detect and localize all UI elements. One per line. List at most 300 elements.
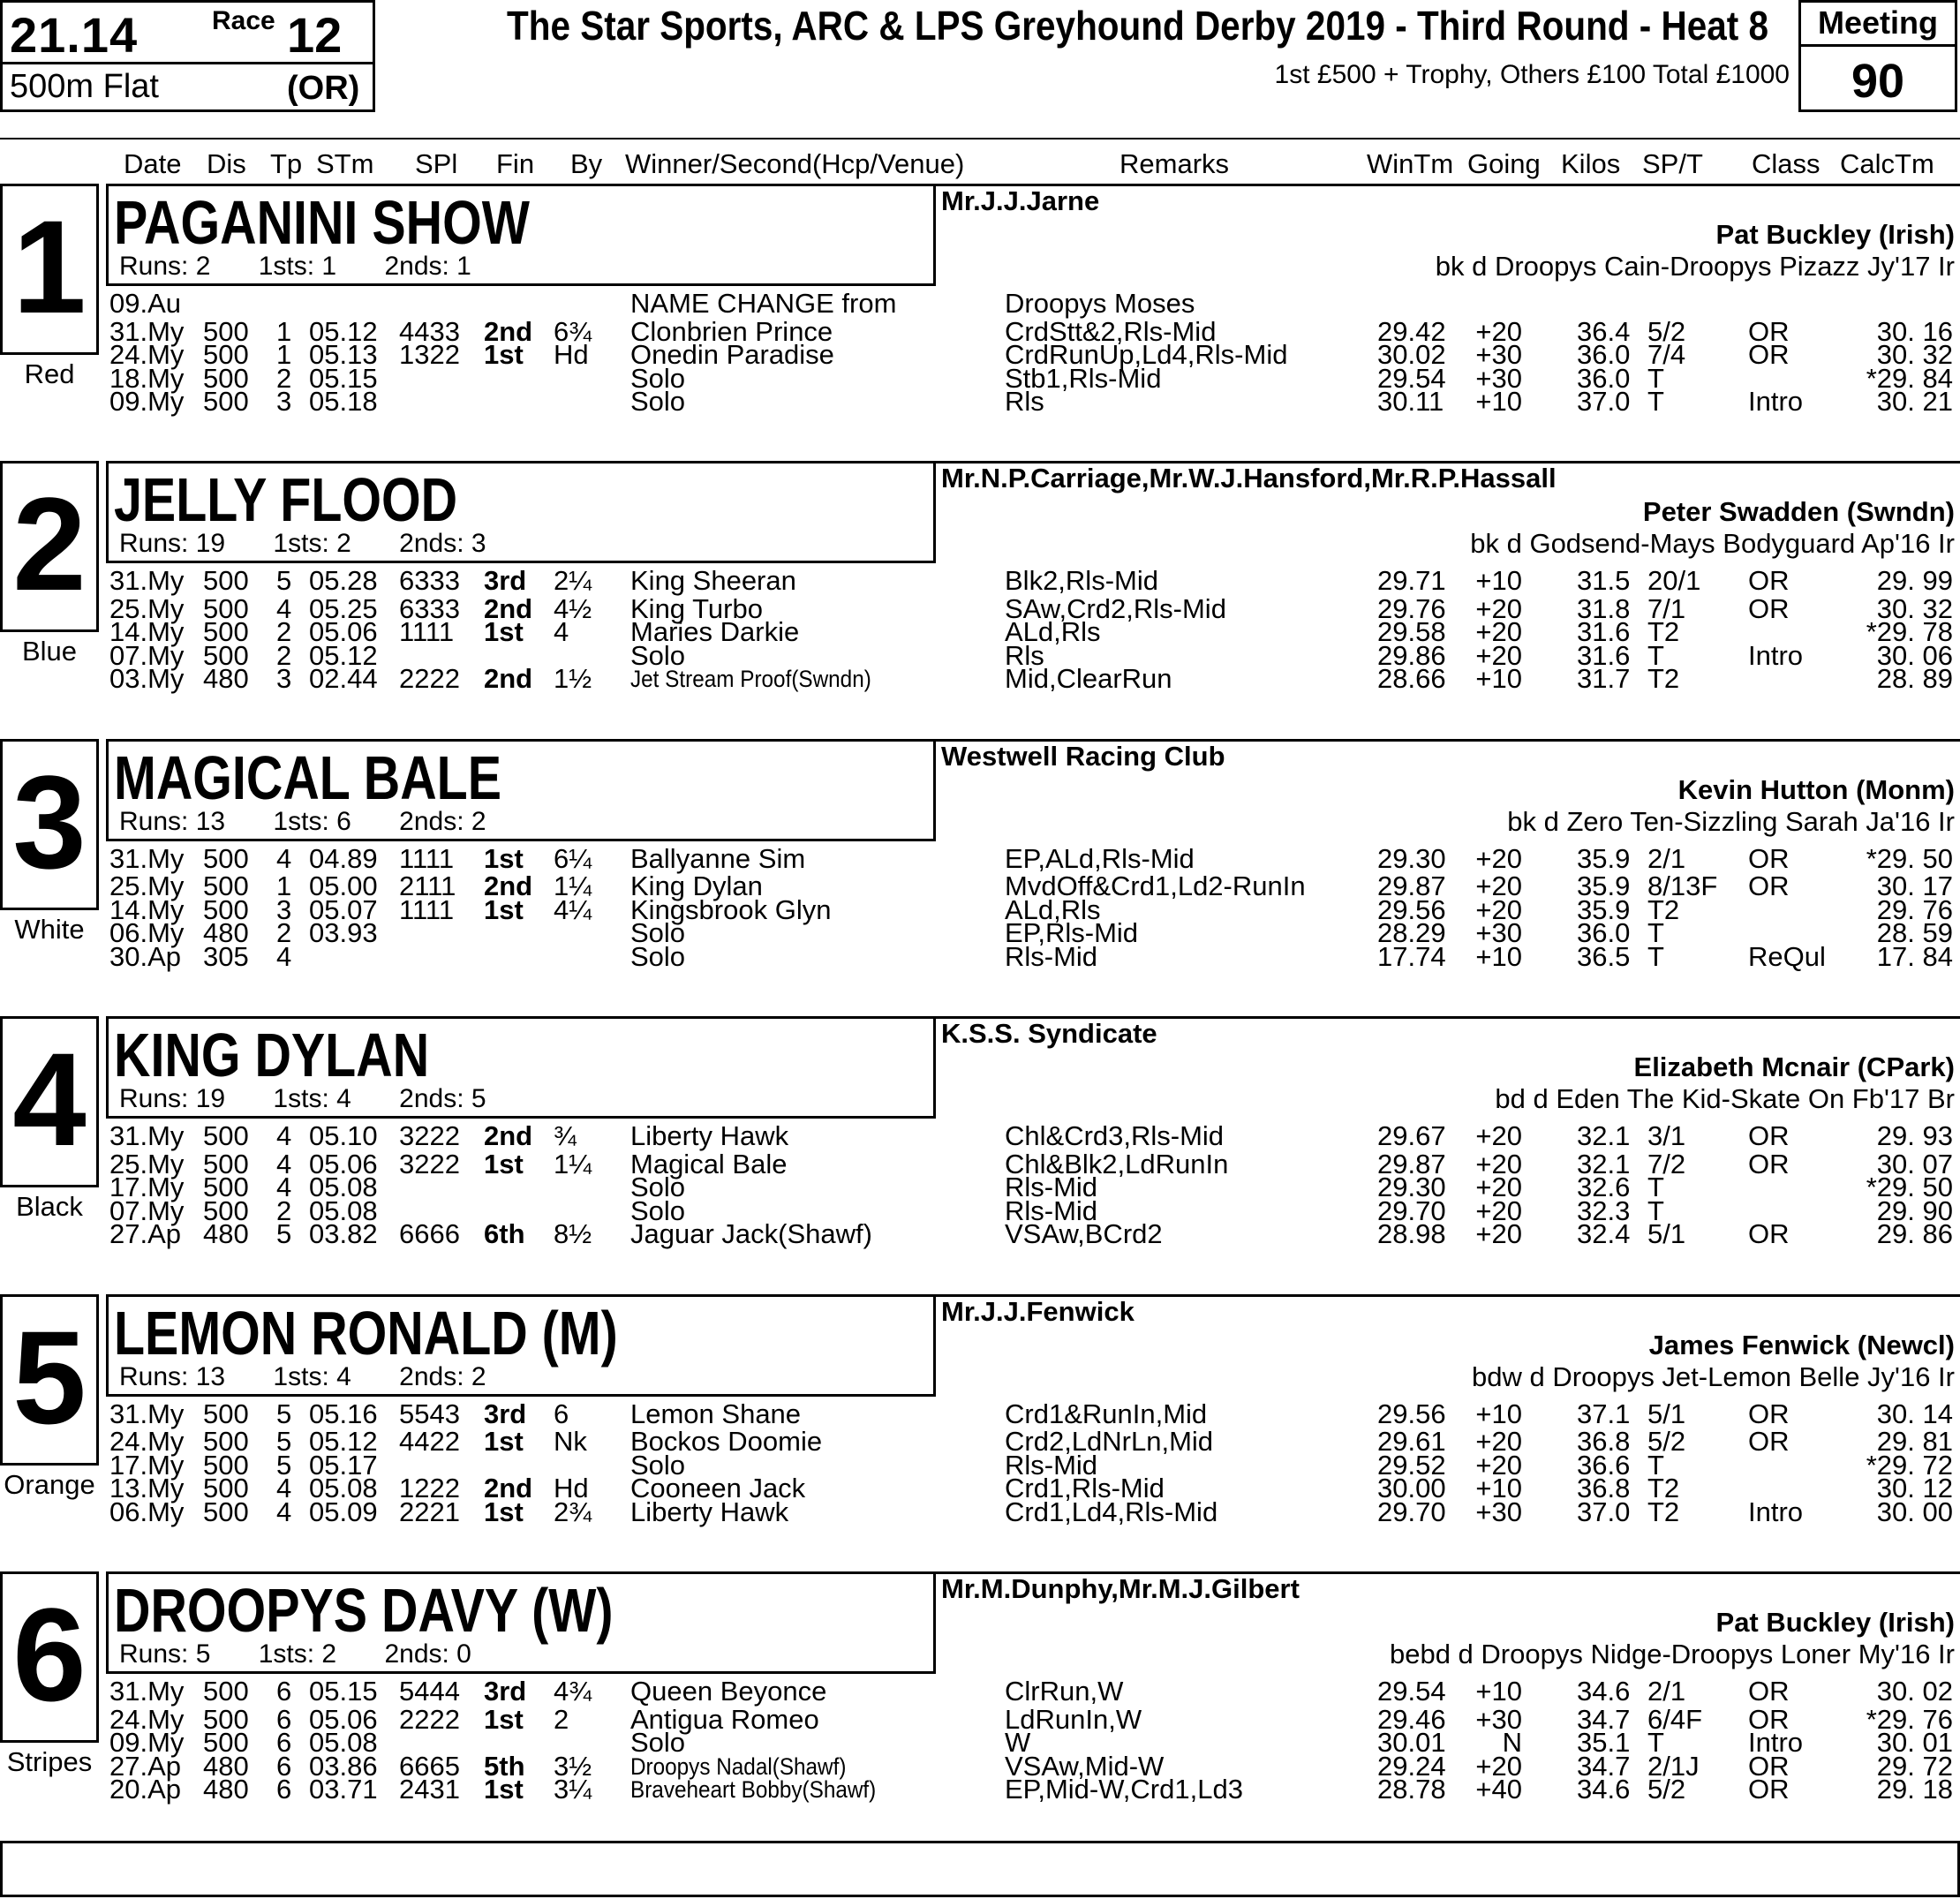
- runner-stats: [119, 529, 527, 559]
- form-grade: Intro: [1748, 1496, 1804, 1527]
- form-distance-beaten: 3½: [554, 1750, 592, 1782]
- form-trap: 6: [276, 1703, 292, 1735]
- wins-count: 1sts: 1: [258, 252, 337, 281]
- form-win-time: 30.02: [1377, 339, 1446, 370]
- form-win-time: 29.56: [1377, 893, 1446, 925]
- form-sectional: 02.44: [309, 663, 378, 695]
- form-winner: Jet Stream Proof(Swndn): [630, 666, 871, 693]
- form-distance: 500: [203, 362, 249, 394]
- form-distance-beaten: 1½: [554, 663, 592, 695]
- col-sp: SP/T: [1642, 148, 1703, 179]
- form-going: +10: [1475, 386, 1522, 417]
- form-calc-time: *29. 78: [1866, 616, 1953, 648]
- form-finish: 1st: [484, 339, 524, 370]
- trap-number: 2: [12, 470, 87, 619]
- form-remarks: CrdStt&2,Rls-Mid: [1005, 315, 1217, 347]
- form-calc-time: 30. 17: [1876, 870, 1953, 902]
- form-split: 1111: [399, 616, 455, 648]
- form-calc-time: 30. 07: [1876, 1148, 1953, 1179]
- runner-stats: [119, 1362, 527, 1392]
- form-date: 27.Ap: [109, 1750, 182, 1782]
- form-win-time: 29.76: [1377, 592, 1446, 624]
- form-remarks: SAw,Crd2,Rls-Mid: [1005, 592, 1226, 624]
- form-remarks: EP,Mid-W,Crd1,Ld3: [1005, 1774, 1243, 1805]
- form-grade: OR: [1748, 1148, 1790, 1179]
- wins-count: 1sts: 4: [273, 1084, 351, 1114]
- form-date: 30.Ap: [109, 940, 182, 972]
- form-going: +30: [1475, 917, 1522, 949]
- form-grade: Intro: [1748, 386, 1804, 417]
- form-split: 2222: [399, 663, 460, 695]
- form-distance: 500: [203, 1473, 249, 1504]
- form-winner: Solo: [630, 1449, 686, 1481]
- form-distance: 500: [203, 842, 249, 874]
- form-grade: Intro: [1748, 639, 1804, 671]
- form-remarks: Crd1,Ld4,Rls-Mid: [1005, 1496, 1218, 1527]
- runner-name: PAGANINI SHOW: [114, 188, 530, 257]
- meeting-number: 90: [1851, 55, 1905, 108]
- form-going: +10: [1475, 663, 1522, 695]
- form-split: 6666: [399, 1218, 460, 1250]
- form-calc-time: 28. 59: [1876, 917, 1953, 949]
- col-spl: SPl: [415, 148, 458, 179]
- form-row: [0, 1496, 1960, 1530]
- form-weight: 37.0: [1577, 1496, 1631, 1527]
- form-distance: 500: [203, 315, 249, 347]
- breeding: bk d Godsend-Mays Bodyguard Ap'16 Ir: [1470, 528, 1955, 560]
- wins-count: 1sts: 4: [273, 1361, 351, 1391]
- form-calc-time: 30. 21: [1876, 386, 1953, 417]
- runner-stats: [119, 1639, 512, 1669]
- form-date: 31.My: [109, 842, 185, 874]
- form-split: 5444: [399, 1676, 460, 1707]
- breeding: bebd d Droopys Nidge-Droopys Loner My'16 Ir: [1389, 1639, 1955, 1669]
- form-winner: Solo: [630, 940, 686, 972]
- form-date: 14.My: [109, 893, 185, 925]
- runner-stats: [119, 252, 512, 282]
- form-remarks: ClrRun,W: [1005, 1676, 1124, 1707]
- form-split: 4422: [399, 1426, 460, 1458]
- form-win-time: 29.87: [1377, 870, 1446, 902]
- form-distance: 500: [203, 1398, 249, 1429]
- form-win-time: 29.30: [1377, 842, 1446, 874]
- form-date: 31.My: [109, 565, 185, 597]
- divider: [1801, 44, 1955, 47]
- form-going: +20: [1475, 1194, 1522, 1226]
- form-starting-price: 5/2: [1647, 1774, 1686, 1805]
- form-winner: Solo: [630, 1727, 686, 1758]
- form-winner: Liberty Hawk: [630, 1496, 789, 1527]
- form-date: 27.Ap: [109, 1218, 182, 1250]
- form-weight: 37.1: [1577, 1398, 1631, 1429]
- form-grade: OR: [1748, 1218, 1790, 1250]
- form-finish: 1st: [484, 616, 524, 648]
- form-remarks: Rls: [1005, 386, 1044, 417]
- form-finish: 3rd: [484, 1398, 527, 1429]
- form-date: 31.My: [109, 1676, 185, 1707]
- col-date: Date: [124, 148, 182, 179]
- form-winner: Kingsbrook Glyn: [630, 893, 832, 925]
- form-remarks: Rls-Mid: [1005, 1172, 1098, 1203]
- trainer: James Fenwick (Newcl): [1648, 1329, 1955, 1360]
- col-calctm: CalcTm: [1840, 148, 1934, 179]
- form-weight: 36.8: [1577, 1426, 1631, 1458]
- form-calc-time: 30. 01: [1876, 1727, 1953, 1758]
- form-trap: 4: [276, 1473, 292, 1504]
- form-winner: NAME CHANGE from: [630, 288, 897, 319]
- trap-colour: Stripes: [6, 1746, 93, 1777]
- form-date: 17.My: [109, 1172, 185, 1203]
- trap-colour: Black: [16, 1191, 83, 1223]
- form-distance-beaten: ¾: [554, 1120, 577, 1152]
- form-calc-time: 29. 81: [1876, 1426, 1953, 1458]
- form-date: 09.My: [109, 386, 185, 417]
- owner: K.S.S. Syndicate: [941, 1018, 1157, 1050]
- trainer: Elizabeth Mcnair (CPark): [1633, 1051, 1955, 1083]
- form-split: 1222: [399, 1473, 460, 1504]
- form-winner: Jaguar Jack(Shawf): [630, 1218, 872, 1250]
- form-starting-price: T2: [1647, 663, 1680, 695]
- form-finish: 2nd: [484, 315, 533, 347]
- form-weight: 32.3: [1577, 1194, 1631, 1226]
- form-starting-price: 5/1: [1647, 1218, 1686, 1250]
- form-distance-beaten: 6: [554, 1398, 569, 1429]
- form-remarks: Rls-Mid: [1005, 1449, 1098, 1481]
- form-win-time: 29.71: [1377, 565, 1446, 597]
- form-starting-price: T2: [1647, 893, 1680, 925]
- runs-count: Runs: 5: [119, 1639, 211, 1669]
- form-win-time: 29.58: [1377, 616, 1446, 648]
- form-sectional: 05.12: [309, 315, 378, 347]
- form-win-time: 29.87: [1377, 1148, 1446, 1179]
- form-winner: Braveheart Bobby(Shawf): [630, 1776, 877, 1803]
- form-trap: 4: [276, 1120, 292, 1152]
- runner-name-box: [106, 184, 936, 286]
- form-win-time: 28.66: [1377, 663, 1446, 695]
- form-remarks: MvdOff&Crd1,Ld2-RunIn: [1005, 870, 1306, 902]
- form-split: 1111: [399, 893, 455, 925]
- form-distance: 500: [203, 639, 249, 671]
- form-calc-time: 30. 12: [1876, 1473, 1953, 1504]
- form-going: +10: [1475, 565, 1522, 597]
- form-winner: Solo: [630, 639, 686, 671]
- form-trap: 4: [276, 1496, 292, 1527]
- form-sectional: 05.17: [309, 1449, 378, 1481]
- form-date: 25.My: [109, 1148, 185, 1179]
- trainer: Peter Swadden (Swndn): [1642, 496, 1955, 528]
- form-starting-price: 20/1: [1647, 565, 1701, 597]
- runs-count: Runs: 2: [119, 252, 211, 281]
- form-split: 4433: [399, 315, 460, 347]
- seconds-count: 2nds: 2: [399, 806, 486, 836]
- form-winner: Solo: [630, 386, 686, 417]
- col-winner: Winner/Second(Hcp/Venue): [625, 148, 965, 179]
- runner-block: [0, 1571, 1960, 1849]
- runner-name: KING DYLAN: [114, 1021, 430, 1090]
- form-date: 03.My: [109, 663, 185, 695]
- form-trap: 5: [276, 1449, 292, 1481]
- form-winner: Solo: [630, 1194, 686, 1226]
- seconds-count: 2nds: 1: [384, 252, 471, 281]
- form-row: [0, 1774, 1960, 1807]
- form-weight: 34.6: [1577, 1774, 1631, 1805]
- form-trap: 2: [276, 616, 292, 648]
- form-winner: King Turbo: [630, 592, 763, 624]
- form-finish: 2nd: [484, 592, 533, 624]
- form-remarks: Crd1&RunIn,Mid: [1005, 1398, 1208, 1429]
- form-split: 1111: [399, 842, 455, 874]
- owner: Mr.J.J.Fenwick: [941, 1295, 1135, 1327]
- form-starting-price: T2: [1647, 616, 1680, 648]
- footer-box: [0, 1841, 1960, 1897]
- form-going: +10: [1475, 1473, 1522, 1504]
- form-remarks: Blk2,Rls-Mid: [1005, 565, 1158, 597]
- form-date: 31.My: [109, 1398, 185, 1429]
- form-trap: 2: [276, 362, 292, 394]
- form-calc-time: 29. 99: [1876, 565, 1953, 597]
- form-remarks: ALd,Rls: [1005, 893, 1101, 925]
- runner-stats: [119, 807, 527, 837]
- form-split: 1322: [399, 339, 460, 370]
- form-date: 20.Ap: [109, 1774, 182, 1805]
- form-distance: 500: [203, 386, 249, 417]
- trap-colour: Blue: [21, 636, 78, 667]
- runs-count: Runs: 13: [119, 806, 226, 836]
- col-fin: Fin: [496, 148, 535, 179]
- seconds-count: 2nds: 2: [399, 1361, 486, 1391]
- col-class: Class: [1752, 148, 1821, 179]
- header-rule: [0, 138, 1960, 139]
- form-distance: 480: [203, 663, 249, 695]
- form-calc-time: *29. 84: [1866, 362, 1953, 394]
- form-starting-price: T: [1647, 362, 1664, 394]
- form-weight: 36.0: [1577, 339, 1631, 370]
- form-sectional: 05.16: [309, 1398, 378, 1429]
- form-date: 24.My: [109, 1426, 185, 1458]
- form-win-time: 29.70: [1377, 1194, 1446, 1226]
- runner-name-box: [106, 1294, 936, 1397]
- form-win-time: 29.52: [1377, 1449, 1446, 1481]
- form-distance-beaten: 4½: [554, 592, 592, 624]
- form-finish: 2nd: [484, 663, 533, 695]
- owner: Westwell Racing Club: [941, 740, 1225, 772]
- form-starting-price: 7/1: [1647, 592, 1686, 624]
- trainer: Pat Buckley (Irish): [1715, 1607, 1955, 1638]
- form-finish: 1st: [484, 1148, 524, 1179]
- form-weight: 35.9: [1577, 842, 1631, 874]
- form-distance: 480: [203, 1218, 249, 1250]
- race-time: 21.14: [10, 7, 139, 63]
- form-win-time: 29.54: [1377, 1676, 1446, 1707]
- form-trap: 4: [276, 1148, 292, 1179]
- form-trap: 3: [276, 893, 292, 925]
- form-starting-price: 2/1: [1647, 842, 1686, 874]
- form-finish: 1st: [484, 842, 524, 874]
- form-distance-beaten: 4¾: [554, 1676, 592, 1707]
- form-sectional: 03.82: [309, 1218, 378, 1250]
- form-calc-time: 30. 32: [1876, 592, 1953, 624]
- form-remarks: EP,Rls-Mid: [1005, 917, 1139, 949]
- form-distance: 500: [203, 1727, 249, 1758]
- form-trap: 6: [276, 1676, 292, 1707]
- form-starting-price: T: [1647, 1727, 1664, 1758]
- form-trap: 3: [276, 663, 292, 695]
- form-winner: Liberty Hawk: [630, 1120, 789, 1152]
- form-trap: 2: [276, 1194, 292, 1226]
- form-win-time: 29.54: [1377, 362, 1446, 394]
- form-distance: 500: [203, 893, 249, 925]
- form-weight: 35.9: [1577, 870, 1631, 902]
- form-starting-price: 8/13F: [1647, 870, 1718, 902]
- form-winner: Solo: [630, 1172, 686, 1203]
- form-sectional: 03.93: [309, 917, 378, 949]
- form-sectional: 05.06: [309, 616, 378, 648]
- wins-count: 1sts: 2: [258, 1639, 337, 1669]
- form-win-time: 28.98: [1377, 1218, 1446, 1250]
- form-distance: 500: [203, 1426, 249, 1458]
- breeding: bdw d Droopys Jet-Lemon Belle Jy'16 Ir: [1472, 1360, 1955, 1392]
- runs-count: Runs: 19: [119, 529, 226, 559]
- form-winner: Cooneen Jack: [630, 1473, 806, 1504]
- form-starting-price: 5/2: [1647, 315, 1686, 347]
- form-starting-price: T: [1647, 386, 1664, 417]
- race-number: 12: [287, 7, 343, 63]
- runner-block: [0, 1016, 1960, 1293]
- form-sectional: 05.06: [309, 1148, 378, 1179]
- form-calc-time: 17. 84: [1876, 940, 1953, 972]
- form-sectional: 05.10: [309, 1120, 378, 1152]
- form-winner: Solo: [630, 917, 686, 949]
- form-date: 14.My: [109, 616, 185, 648]
- form-winner: Magical Bale: [630, 1148, 788, 1179]
- form-sectional: 04.89: [309, 842, 378, 874]
- form-trap: 6: [276, 1774, 292, 1805]
- form-calc-time: 30. 00: [1876, 1496, 1953, 1527]
- form-winner: Droopys Nadal(Shawf): [630, 1752, 847, 1780]
- form-going: +20: [1475, 1148, 1522, 1179]
- form-sectional: 05.15: [309, 1676, 378, 1707]
- form-distance: 480: [203, 1750, 249, 1782]
- form-going: +20: [1475, 842, 1522, 874]
- form-weight: 31.6: [1577, 616, 1631, 648]
- form-weight: 31.7: [1577, 663, 1631, 695]
- runner-name-box: [106, 739, 936, 841]
- form-trap: 5: [276, 1398, 292, 1429]
- form-win-time: 17.74: [1377, 940, 1446, 972]
- form-winner: Solo: [630, 362, 686, 394]
- form-winner: Maries Darkie: [630, 616, 800, 648]
- form-split: 2221: [399, 1496, 460, 1527]
- form-remarks: Mid,ClearRun: [1005, 663, 1172, 695]
- form-finish: 1st: [484, 1496, 524, 1527]
- form-distance: 500: [203, 1194, 249, 1226]
- form-calc-time: 30. 14: [1876, 1398, 1953, 1429]
- form-starting-price: 6/4F: [1647, 1703, 1703, 1735]
- form-calc-time: 29. 18: [1876, 1774, 1953, 1805]
- form-calc-time: *29. 76: [1866, 1703, 1953, 1735]
- form-weight: 31.5: [1577, 565, 1631, 597]
- form-remarks: CrdRunUp,Ld4,Rls-Mid: [1005, 339, 1288, 370]
- form-date: 07.My: [109, 1194, 185, 1226]
- form-remarks: VSAw,Mid-W: [1005, 1750, 1165, 1782]
- form-split: 3222: [399, 1120, 460, 1152]
- form-winner: Clonbrien Prince: [630, 315, 833, 347]
- form-date: 31.My: [109, 1120, 185, 1152]
- form-going: +20: [1475, 315, 1522, 347]
- form-starting-price: 3/1: [1647, 1120, 1686, 1152]
- col-kilos: Kilos: [1561, 148, 1621, 179]
- form-win-time: 29.56: [1377, 1398, 1446, 1429]
- form-win-time: 29.24: [1377, 1750, 1446, 1782]
- form-going: +20: [1475, 1172, 1522, 1203]
- form-calc-time: 29. 93: [1876, 1120, 1953, 1152]
- form-sectional: 05.09: [309, 1496, 378, 1527]
- trap-number: 6: [12, 1580, 87, 1729]
- col-by: By: [570, 148, 603, 179]
- owner: Mr.J.J.Jarne: [941, 185, 1100, 216]
- form-finish: 1st: [484, 1703, 524, 1735]
- form-weight: 36.6: [1577, 1449, 1631, 1481]
- form-remarks: VSAw,BCrd2: [1005, 1218, 1163, 1250]
- trap-number: 3: [12, 747, 87, 896]
- form-weight: 34.7: [1577, 1750, 1631, 1782]
- form-date: 25.My: [109, 870, 185, 902]
- form-win-time: 29.61: [1377, 1426, 1446, 1458]
- wins-count: 1sts: 6: [273, 806, 351, 836]
- form-winner: Bockos Doomie: [630, 1426, 823, 1458]
- form-distance-beaten: 1¼: [554, 870, 592, 902]
- form-going: N: [1502, 1727, 1522, 1758]
- form-sectional: 05.12: [309, 639, 378, 671]
- form-distance: 500: [203, 339, 249, 370]
- form-weight: 35.1: [1577, 1727, 1631, 1758]
- form-going: +10: [1475, 1398, 1522, 1429]
- runner-name: MAGICAL BALE: [114, 742, 501, 812]
- form-finish: 3rd: [484, 565, 527, 597]
- form-starting-price: T: [1647, 639, 1664, 671]
- form-starting-price: 7/2: [1647, 1148, 1686, 1179]
- form-finish: 1st: [484, 1774, 524, 1805]
- form-weight: 34.7: [1577, 1703, 1631, 1735]
- form-row: [0, 386, 1960, 419]
- breeding: bd d Eden The Kid-Skate On Fb'17 Br: [1495, 1083, 1955, 1115]
- form-sectional: 05.06: [309, 1703, 378, 1735]
- form-date: 31.My: [109, 315, 185, 347]
- form-calc-time: 30. 32: [1876, 339, 1953, 370]
- col-dis: Dis: [207, 148, 246, 179]
- race-title: The Star Sports, ARC & LPS Greyhound Derby 2019 - Third Round - Heat 8: [507, 3, 1768, 49]
- form-date: 09.My: [109, 1727, 185, 1758]
- form-weight: 35.9: [1577, 893, 1631, 925]
- trainer: Kevin Hutton (Monm): [1677, 773, 1955, 805]
- form-grade: OR: [1748, 592, 1790, 624]
- form-sectional: 05.12: [309, 1426, 378, 1458]
- form-distance-beaten: Hd: [554, 1473, 589, 1504]
- form-distance-beaten: Hd: [554, 339, 589, 370]
- owner: Mr.N.P.Carriage,Mr.W.J.Hansford,Mr.R.P.Hassall: [941, 463, 1557, 494]
- form-grade: OR: [1748, 565, 1790, 597]
- form-weight: 36.0: [1577, 362, 1631, 394]
- form-finish: 1st: [484, 1426, 524, 1458]
- race-label: Race: [212, 6, 275, 35]
- form-distance: 500: [203, 1449, 249, 1481]
- runner-stats: [119, 1084, 527, 1114]
- form-calc-time: *29. 50: [1866, 842, 1953, 874]
- form-calc-time: *29. 50: [1866, 1172, 1953, 1203]
- form-starting-price: 7/4: [1647, 339, 1686, 370]
- form-distance: 500: [203, 1703, 249, 1735]
- meeting-box: [1798, 0, 1957, 112]
